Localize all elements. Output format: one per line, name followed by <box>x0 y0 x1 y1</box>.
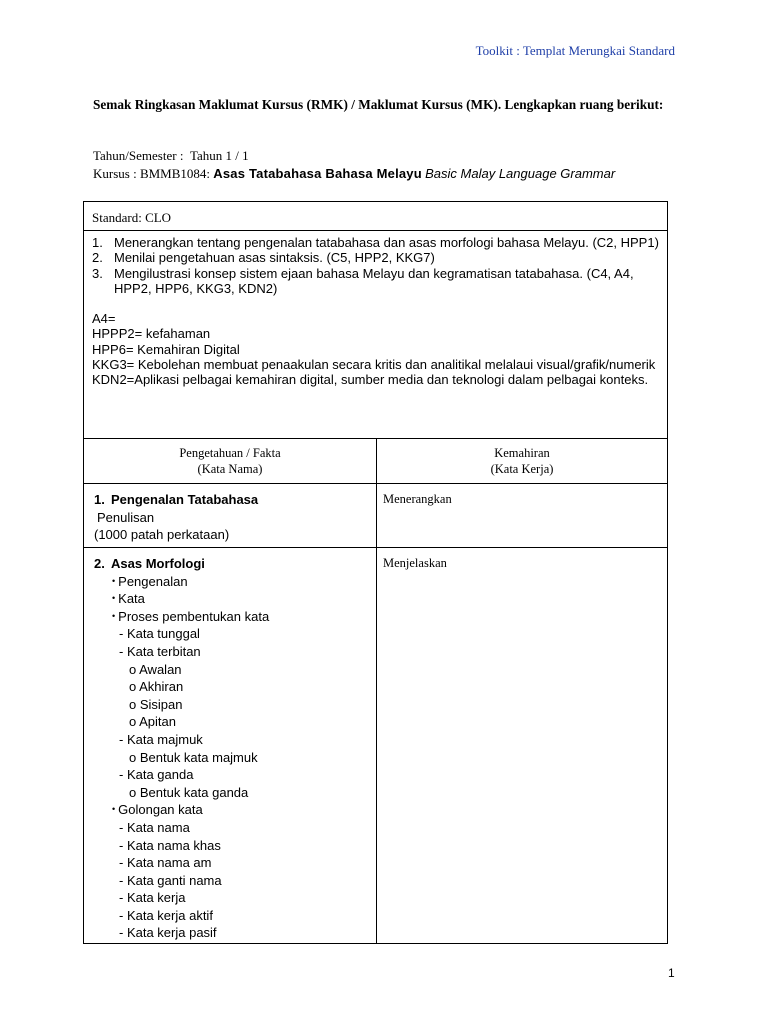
course-title-en: Basic Malay Language Grammar <box>425 166 616 181</box>
topic-2-line: - Kata kerja <box>119 890 186 906</box>
year-value: Tahun 1 / 1 <box>189 148 249 163</box>
clo-item-number: 3. <box>92 265 103 281</box>
bullet-icon: • <box>112 593 116 604</box>
topic-2-knowledge <box>84 548 377 943</box>
abbreviation-item: HPPP2= kefahaman <box>92 326 211 342</box>
clo-item <box>92 266 659 297</box>
standard-label: Standard: CLO <box>92 210 172 225</box>
skill-header-title: Kemahiran <box>494 446 550 460</box>
abbreviation-item: A4= <box>92 311 116 327</box>
topic-1-title-text: Pengenalan Tatabahasa <box>111 492 259 507</box>
year-label: Tahun/Semester : <box>93 148 184 163</box>
topic-2-line: - Kata tunggal <box>119 626 200 642</box>
bullet-icon: • <box>112 575 116 586</box>
bullet-icon: • <box>112 804 116 815</box>
topic-1-line: Penulisan <box>97 509 155 525</box>
year-semester <box>93 148 249 164</box>
clo-list <box>92 235 659 296</box>
clo-item <box>92 235 659 250</box>
topic-2-line: - Kata ganti nama <box>119 872 222 888</box>
topic-2-line: o Sisipan <box>129 696 183 712</box>
course-title-ms: Asas Tatabahasa Bahasa Melayu <box>213 166 422 181</box>
topic-2-line: o Awalan <box>129 661 182 677</box>
topic-2-line: - Kata ganda <box>119 767 194 783</box>
topic-1-knowledge <box>84 484 377 547</box>
toolkit-header: Toolkit : Templat Merungkai Standard <box>475 43 675 58</box>
topic-2-line: - Kata nama <box>119 819 190 835</box>
clo-item-text: Mengilustrasi konsep sistem ejaan bahasa Melayu dan kegramatisan tatabahasa. (C4, A4, HPP2, HPP6, KKG3, KDN2) <box>114 265 634 296</box>
topic-2-line: o Apitan <box>129 714 176 730</box>
abbreviation-item: HPP6= Kemahiran Digital <box>92 341 240 357</box>
knowledge-header <box>84 439 377 483</box>
clo-item-number: 2. <box>92 250 103 266</box>
topic-2-line: o Akhiran <box>129 679 184 695</box>
topic-2-skill-text: Menjelaskan <box>383 556 447 570</box>
abbreviation-item: KKG3= Kebolehan membuat penaakulan secara kritis dan analitikal melalaui visual/grafik/numerik <box>92 357 656 373</box>
clo-row <box>84 231 667 439</box>
clo-item-text: Menerangkan tentang pengenalan tatabahasa dan asas morfologi bahasa Melayu. (C2, HPP1) <box>114 235 659 250</box>
abbreviation-item: KDN2=Aplikasi pelbagai kemahiran digital, sumber media dan teknologi dalam pelbagai konteks. <box>92 372 649 388</box>
topic-2-line: - Kata terbitan <box>119 643 201 659</box>
topic-1-line: (1000 patah perkataan) <box>94 527 230 542</box>
topic-2-line: Kata <box>118 591 145 607</box>
topic-2-line: o Bentuk kata ganda <box>129 784 249 800</box>
topic-1-skill <box>377 484 667 547</box>
instruction-text: Semak Ringkasan Maklumat Kursus (RMK) / Maklumat Kursus (MK). Lengkapkan ruang berikut: <box>93 97 664 112</box>
course-line <box>93 166 615 182</box>
topic-2-line: o Bentuk kata majmuk <box>129 749 258 765</box>
topic-2-skill <box>377 548 667 943</box>
course-label: Kursus : BMMB1084: <box>93 166 211 181</box>
skill-header-subtitle: (Kata Kerja) <box>490 462 554 476</box>
topic-1-number: 1. <box>94 492 105 507</box>
topic-row-1 <box>84 484 667 548</box>
topic-2-bullet-item <box>94 608 366 626</box>
topic-2-line: - Kata kerja aktif <box>119 907 213 923</box>
table-header-row <box>84 439 667 484</box>
clo-item-text: Menilai pengetahuan asas sintaksis. (C5, HPP2, KKG7) <box>114 250 435 266</box>
topic-row-2 <box>84 548 667 943</box>
topic-2-line: - Kata nama khas <box>119 837 221 853</box>
topic-2-line: - Kata nama am <box>119 855 212 871</box>
skill-header <box>377 439 667 483</box>
topic-2-bullet-item <box>94 590 366 608</box>
topic-2-title <box>94 555 366 573</box>
topic-2-title-text: Asas Morfologi <box>111 556 205 571</box>
abbreviation-list <box>92 311 659 387</box>
clo-item <box>92 250 659 265</box>
page-number: 1 <box>668 966 675 980</box>
topic-1-skill-text: Menerangkan <box>383 492 452 506</box>
topic-2-line: Pengenalan <box>118 573 188 589</box>
topic-2-number: 2. <box>94 556 105 571</box>
topic-2-bullet-item <box>94 573 366 591</box>
knowledge-header-title: Pengetahuan / Fakta <box>179 446 281 460</box>
standard-row <box>84 202 667 231</box>
standard-table <box>83 201 668 944</box>
topic-1-title <box>94 491 366 509</box>
clo-item-number: 1. <box>92 235 103 250</box>
topic-2-bullet-item <box>94 801 366 819</box>
bullet-icon: • <box>112 610 116 621</box>
topic-2-line: Proses pembentukan kata <box>118 608 270 624</box>
topic-2-line: - Kata kerja pasif <box>119 925 217 941</box>
topic-2-line: - Kata majmuk <box>119 731 203 747</box>
topic-2-line: Golongan kata <box>118 802 203 818</box>
knowledge-header-subtitle: (Kata Nama) <box>197 462 263 476</box>
